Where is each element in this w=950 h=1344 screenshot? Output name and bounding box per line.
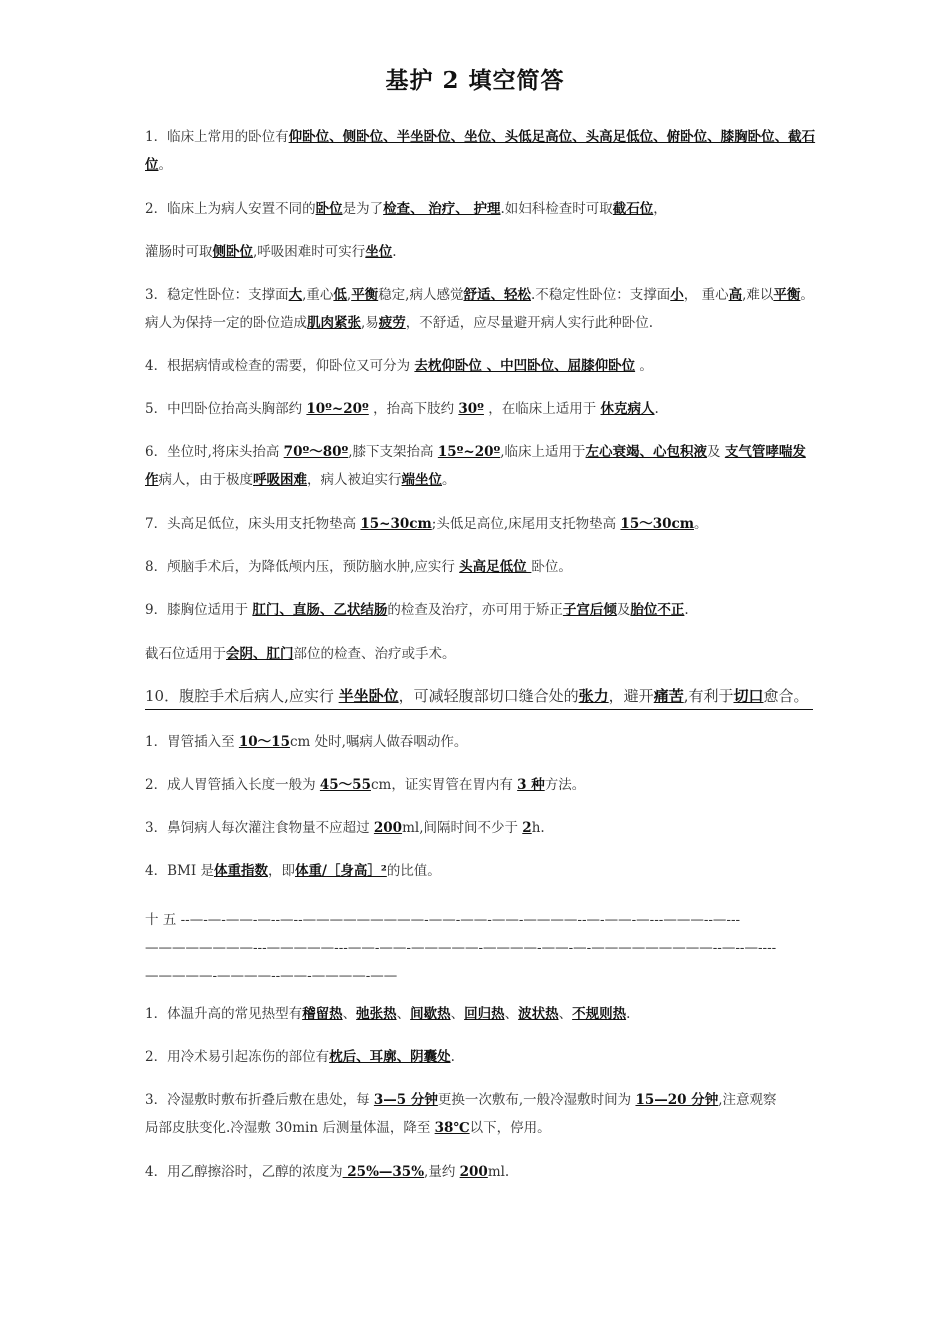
text-line bbox=[145, 819, 867, 837]
question-text: 2．临床上为病人安置不同的 bbox=[145, 201, 316, 217]
question-text: 是为了 bbox=[342, 201, 384, 217]
question-text: . bbox=[626, 1006, 631, 1022]
text-line bbox=[145, 243, 867, 261]
question-text: 4．根据病情或检查的需要，仰卧位又可分为 bbox=[145, 358, 415, 374]
question-text: ，避开 bbox=[608, 687, 654, 705]
question-text: 1．临床上常用的卧位有 bbox=[145, 129, 289, 145]
question-text: ，病人被迫实行 bbox=[307, 472, 402, 488]
question-text: ，抬高下肢约 bbox=[368, 401, 459, 417]
answer-text: 张力 bbox=[578, 687, 609, 705]
text-line bbox=[145, 1005, 867, 1023]
question-text: .如妇科检查时可取 bbox=[500, 201, 613, 217]
question-text: 10．腹腔手术后病人,应实行 bbox=[145, 687, 339, 705]
answer-text: 位 bbox=[145, 157, 159, 173]
answer-text: 平衡 bbox=[351, 287, 379, 303]
answer-text: 枕后、耳廓、阴囊处 bbox=[329, 1049, 451, 1065]
text-line bbox=[145, 1091, 867, 1109]
answer-text: 30º bbox=[458, 401, 484, 417]
answer-text: 端坐位 bbox=[401, 472, 442, 488]
question-text: . bbox=[450, 1049, 455, 1065]
question-text: 。 bbox=[442, 472, 456, 488]
question-text: , bbox=[346, 287, 352, 303]
question-text: 的比值。 bbox=[386, 863, 441, 879]
text-line bbox=[145, 687, 867, 705]
text-line bbox=[145, 471, 867, 489]
text-line bbox=[145, 128, 867, 146]
question-text: 1．体温升高的常见热型有 bbox=[145, 1006, 303, 1022]
question-text: 1．胃管插入至 bbox=[145, 734, 239, 750]
answer-text: 呼吸困难 bbox=[253, 472, 307, 488]
question-text: ，不舒适，应尽量避开病人实行此种卧位. bbox=[405, 315, 654, 331]
text-line bbox=[145, 776, 867, 794]
answer-text: 低 bbox=[333, 287, 347, 303]
answer-text: 切口 bbox=[733, 687, 764, 705]
question-text: 部位的检查、治疗或手术。 bbox=[293, 646, 456, 662]
text-line bbox=[145, 1163, 867, 1181]
question-text: 8．颅脑手术后，为降低颅内压，预防脑水肿,应实行 bbox=[145, 559, 460, 575]
answer-text: 胎位不正 bbox=[630, 602, 685, 618]
question-text: ;头低足高位,床尾用支托物垫高 bbox=[431, 516, 621, 532]
text-line bbox=[145, 200, 867, 218]
question-text: ，即 bbox=[267, 863, 295, 879]
question-text: 9．膝胸位适用于 bbox=[145, 602, 253, 618]
question-text: ml. bbox=[487, 1164, 510, 1180]
question-text: ，在临床上适用于 bbox=[483, 401, 601, 417]
answer-text: 侧卧位 bbox=[212, 244, 253, 260]
question-text: 病人为保持一定的卧位造成 bbox=[145, 315, 307, 331]
answer-text: 10～15 bbox=[238, 734, 290, 750]
answer-text: 200 bbox=[459, 1164, 488, 1180]
question-text: 方法。 bbox=[544, 777, 586, 793]
question-text: ,临床上适用于 bbox=[500, 444, 586, 460]
question-text: 、 bbox=[558, 1006, 573, 1022]
section-divider bbox=[145, 709, 813, 710]
question-text: 3．鼻饲病人每次灌注食物量不应超过 bbox=[145, 820, 374, 836]
question-text: 6．坐位时,将床头抬高 bbox=[145, 444, 284, 460]
question-text: 。 bbox=[635, 358, 653, 374]
text-line bbox=[145, 601, 867, 619]
question-text: 卧位。 bbox=[531, 559, 572, 575]
question-text: ml,间隔时间不少于 bbox=[402, 820, 523, 836]
text-line bbox=[145, 286, 867, 304]
answer-text: 波状热 bbox=[518, 1006, 559, 1022]
answer-text: 38℃ bbox=[434, 1120, 470, 1136]
text-line bbox=[145, 1119, 867, 1137]
question-text: 5．中凹卧位抬高头胸部约 bbox=[145, 401, 307, 417]
answer-text: 间歇热 bbox=[410, 1006, 451, 1022]
question-text: ， bbox=[653, 201, 667, 217]
question-text: 4．BMI 是 bbox=[145, 863, 214, 879]
answer-text: 高 bbox=[728, 287, 743, 303]
question-text: 、 bbox=[450, 1006, 465, 1022]
question-text: ,有利于 bbox=[683, 687, 734, 705]
answer-text: 回归热 bbox=[464, 1006, 505, 1022]
question-text: 2．成人胃管插入长度一般为 bbox=[145, 777, 320, 793]
question-text: 2．用冷术易引起冻伤的部位有 bbox=[145, 1049, 330, 1065]
question-text: ,易 bbox=[361, 315, 379, 331]
answer-text: 头高足低位 bbox=[459, 559, 532, 575]
question-text: h. bbox=[531, 820, 545, 836]
answer-text: 截石位 bbox=[612, 201, 654, 217]
question-text: ,重心 bbox=[302, 287, 334, 303]
question-text: .不稳定性卧位：支撑面 bbox=[530, 287, 671, 303]
question-text: 。 bbox=[158, 157, 172, 173]
question-text: 以下，停用。 bbox=[469, 1120, 551, 1136]
answer-text: 仰卧位、侧卧位、半坐卧位、坐位、头低足高位、头高足低位、俯卧位、膝胸卧位、截石 bbox=[288, 129, 816, 145]
question-text: 及 bbox=[616, 602, 631, 618]
question-text: ,难以 bbox=[742, 287, 774, 303]
question-text: 稳定,病人感觉 bbox=[378, 287, 464, 303]
answer-text: 左心衰竭、心包积液 bbox=[585, 444, 708, 460]
text-line bbox=[145, 357, 867, 375]
answer-text: 会阴、肛门 bbox=[226, 646, 294, 662]
answer-text: 去枕仰卧位 、中凹卧位、屈膝仰卧位 bbox=[414, 358, 636, 374]
question-text: ,膝下支架抬高 bbox=[348, 444, 438, 460]
answer-text: 70º～80º bbox=[283, 444, 349, 460]
question-text: —--——-————-—— bbox=[257, 968, 398, 984]
question-text: . bbox=[684, 602, 689, 618]
answer-text: 体重/［身高］² bbox=[294, 863, 387, 879]
answer-text: 弛张热 bbox=[356, 1006, 397, 1022]
answer-text: 200 bbox=[373, 820, 403, 836]
answer-text: 15º~20º bbox=[437, 444, 501, 460]
question-text: ,注意观察 bbox=[718, 1092, 777, 1108]
question-text: 、 bbox=[342, 1006, 357, 1022]
question-text: 、 bbox=[504, 1006, 519, 1022]
question-text: ，可减轻腹部切口缝合处的 bbox=[398, 687, 579, 705]
question-text: 3．稳定性卧位：支撑面 bbox=[145, 287, 289, 303]
text-line bbox=[145, 515, 867, 533]
question-text: 及 bbox=[707, 444, 725, 460]
answer-text: 舒适、轻松 bbox=[463, 287, 531, 303]
answer-text: 15—20 分钟 bbox=[635, 1092, 719, 1108]
text-line bbox=[145, 156, 867, 174]
text-line bbox=[145, 1048, 867, 1066]
question-text: cm，证实胃管在胃内有 bbox=[370, 777, 518, 793]
answer-text: 支气管哮喘发 bbox=[724, 444, 806, 460]
question-text: 病人，由于极度 bbox=[158, 472, 253, 488]
answer-text: 15～30cm bbox=[620, 516, 694, 532]
question-text: ,量约 bbox=[424, 1164, 460, 1180]
separator-text bbox=[145, 906, 810, 990]
answer-text: 45～55 bbox=[319, 777, 371, 793]
answer-text: 不规则热 bbox=[572, 1006, 627, 1022]
answer-text: 卧位 bbox=[315, 201, 343, 217]
answer-text: 10º~20º bbox=[306, 401, 369, 417]
answer-text: 小 bbox=[670, 287, 684, 303]
question-text: . bbox=[392, 244, 397, 260]
text-line bbox=[145, 443, 867, 461]
answer-text: 3 种 bbox=[517, 777, 545, 793]
answer-text: 肌肉紧张 bbox=[307, 315, 361, 331]
question-text: 愈合。 bbox=[763, 687, 809, 705]
answer-text: 体重指数 bbox=[213, 863, 268, 879]
question-text: ,呼吸困难时可实行 bbox=[253, 244, 366, 260]
answer-text: 痛苦 bbox=[653, 687, 684, 705]
text-line bbox=[145, 400, 867, 418]
answer-text: 子宫后倾 bbox=[562, 602, 617, 618]
answer-text: 疲劳 bbox=[378, 315, 406, 331]
question-text: 灌肠时可取 bbox=[145, 244, 213, 260]
answer-text: 坐位 bbox=[365, 244, 393, 260]
question-text: ， 重心 bbox=[683, 287, 729, 303]
page-title: 基护 2 填空简答 bbox=[385, 67, 565, 94]
question-text: 、 bbox=[396, 1006, 411, 1022]
answer-text: 大 bbox=[288, 287, 303, 303]
answer-text: 3—5 分钟 bbox=[373, 1092, 438, 1108]
text-line bbox=[145, 733, 867, 751]
answer-text: 检查、 治疗、 护理 bbox=[383, 201, 501, 217]
question-text: . bbox=[654, 401, 659, 417]
answer-text: 25%—35% bbox=[342, 1164, 425, 1180]
question-text: 截石位适用于 bbox=[145, 646, 226, 662]
answer-text: 半坐卧位 bbox=[338, 687, 399, 705]
question-text: 更换一次敷布,一般冷湿敷时间为 bbox=[437, 1092, 636, 1108]
question-text: 的检查及治疗，亦可用于矫正 bbox=[387, 602, 563, 618]
answer-text: 作 bbox=[145, 472, 159, 488]
text-line bbox=[145, 558, 867, 576]
answer-text: 休克病人 bbox=[600, 401, 655, 417]
answer-text: 稽留热 bbox=[302, 1006, 343, 1022]
answer-text: 15~30cm bbox=[360, 516, 432, 532]
question-text: 3．冷湿敷时敷布折叠后敷在患处，每 bbox=[145, 1092, 374, 1108]
question-text: 十 五 --—-—-——-—--—--—————————-——-——-——-————--—-——-—---———--—---————————---—————---——-——-—————-————-——-—-—————————--—--—----—————-——— bbox=[145, 912, 777, 984]
question-text: 4．用乙醇擦浴时，乙醇的浓度为 bbox=[145, 1164, 343, 1180]
question-text: 。 bbox=[694, 516, 708, 532]
question-text: 7．头高足低位，床头用支托物垫高 bbox=[145, 516, 361, 532]
question-text: 。 bbox=[800, 287, 814, 303]
question-text: 局部皮肤变化.冷湿敷 30min 后测量体温，降至 bbox=[145, 1120, 435, 1136]
question-text: cm 处时,嘱病人做吞咽动作。 bbox=[289, 734, 468, 750]
answer-text: 肛门、直肠、乙状结肠 bbox=[252, 602, 388, 618]
text-line bbox=[145, 314, 867, 332]
answer-text: 平衡 bbox=[773, 287, 801, 303]
text-line bbox=[145, 862, 867, 880]
text-line bbox=[145, 645, 867, 663]
answer-text: 2 bbox=[522, 820, 532, 836]
